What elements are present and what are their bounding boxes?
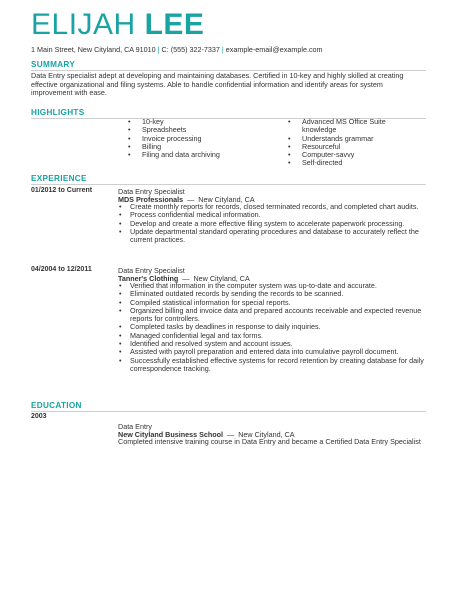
highlights-heading: HIGHLIGHTS <box>31 108 85 117</box>
education-description: Completed intensive training course in Data Entry and became a Certified Data Entry Specialist <box>118 437 421 446</box>
education-year: 2003 <box>31 413 47 420</box>
contact-line <box>31 45 323 54</box>
contact-separator: | <box>157 45 160 54</box>
job-duties-list <box>118 203 428 244</box>
job-dates: 04/2004 to 12/2011 <box>31 266 92 273</box>
list-item: • Computer-savvy <box>288 151 410 159</box>
list-item: • Self-directed <box>288 159 410 167</box>
list-item: • Successfully established effective systems for record retention by creating database for daily correspondence tracking. <box>118 357 428 374</box>
dash-separator: — <box>182 274 190 283</box>
job-location: New Cityland, CA <box>198 195 255 204</box>
list-item: • Verified that information in the computer system was up-to-date and accurate. <box>118 282 428 290</box>
dash-separator: — <box>227 430 235 439</box>
experience-divider <box>31 184 426 185</box>
job-title: Data Entry Specialist <box>118 266 185 275</box>
list-item: • Billing <box>128 143 278 151</box>
list-item: • Advanced MS Office Suite knowledge <box>288 118 410 135</box>
list-item: • Create monthly reports for records, closed terminated records, and completed chart audits. <box>118 203 428 211</box>
list-item: • Eliminated outdated records by sending the records to be scanned. <box>118 290 428 298</box>
list-item: • Filing and data archiving <box>128 151 278 159</box>
last-name: LEE <box>144 8 205 41</box>
email: example-email@example.com <box>225 45 323 54</box>
address: 1 Main Street, New Cityland, CA 91010 <box>31 45 156 54</box>
list-item: • Assisted with payroll preparation and entered data into cumulative payroll document. <box>118 348 428 356</box>
education-heading: EDUCATION <box>31 401 82 410</box>
list-item: • Resourceful <box>288 143 410 151</box>
summary-text: Data Entry specialist adept at developing and maintaining databases. Certified in 10-key and highly skilled at creating effective organizational and filing systems. Able to handle confidential information and identify areas for system improvement with ease. <box>31 71 404 98</box>
school-name: New Cityland Business School <box>118 430 224 439</box>
list-item: • Identified and resolved system and account issues. <box>118 340 428 348</box>
school-location: New Cityland, CA <box>238 430 295 439</box>
list-item: • Update departmental standard operating procedures and database to accurately reflect the current practices. <box>118 228 428 245</box>
candidate-name <box>31 8 204 42</box>
company-name: Tanner's Clothing <box>118 274 179 283</box>
highlights-left-list <box>128 118 278 159</box>
summary-heading: SUMMARY <box>31 60 76 69</box>
list-item: • Completed tasks by deadlines in response to daily inquiries. <box>118 323 428 331</box>
dash-separator: — <box>187 195 195 204</box>
phone: C: (555) 322-7337 <box>161 45 220 54</box>
highlights-right-list <box>288 118 410 168</box>
job-duties-list <box>118 282 428 373</box>
list-item: • Managed confidential legal and tax forms. <box>118 332 428 340</box>
contact-separator: | <box>221 45 224 54</box>
company-name: MDS Professionals <box>118 195 184 204</box>
experience-heading: EXPERIENCE <box>31 174 87 183</box>
list-item: • Organized billing and invoice data and prepared accounts receivable and expected revenue reports for controllers. <box>118 307 428 324</box>
job-title: Data Entry Specialist <box>118 187 185 196</box>
list-item: • 10-key <box>128 118 278 126</box>
education-degree: Data Entry <box>118 422 152 431</box>
first-name: ELIJAH <box>31 8 136 41</box>
list-item: • Understands grammar <box>288 135 410 143</box>
list-item: • Process confidential medical information. <box>118 211 428 219</box>
list-item: • Compiled statistical information for special reports. <box>118 299 428 307</box>
education-divider <box>31 411 426 412</box>
list-item: • Invoice processing <box>128 135 278 143</box>
list-item: • Spreadsheets <box>128 126 278 134</box>
job-dates: 01/2012 to Current <box>31 187 93 194</box>
list-item: • Develop and create a more effective filing system to accelerate paperwork processing. <box>118 220 428 228</box>
job-location: New Cityland, CA <box>193 274 250 283</box>
